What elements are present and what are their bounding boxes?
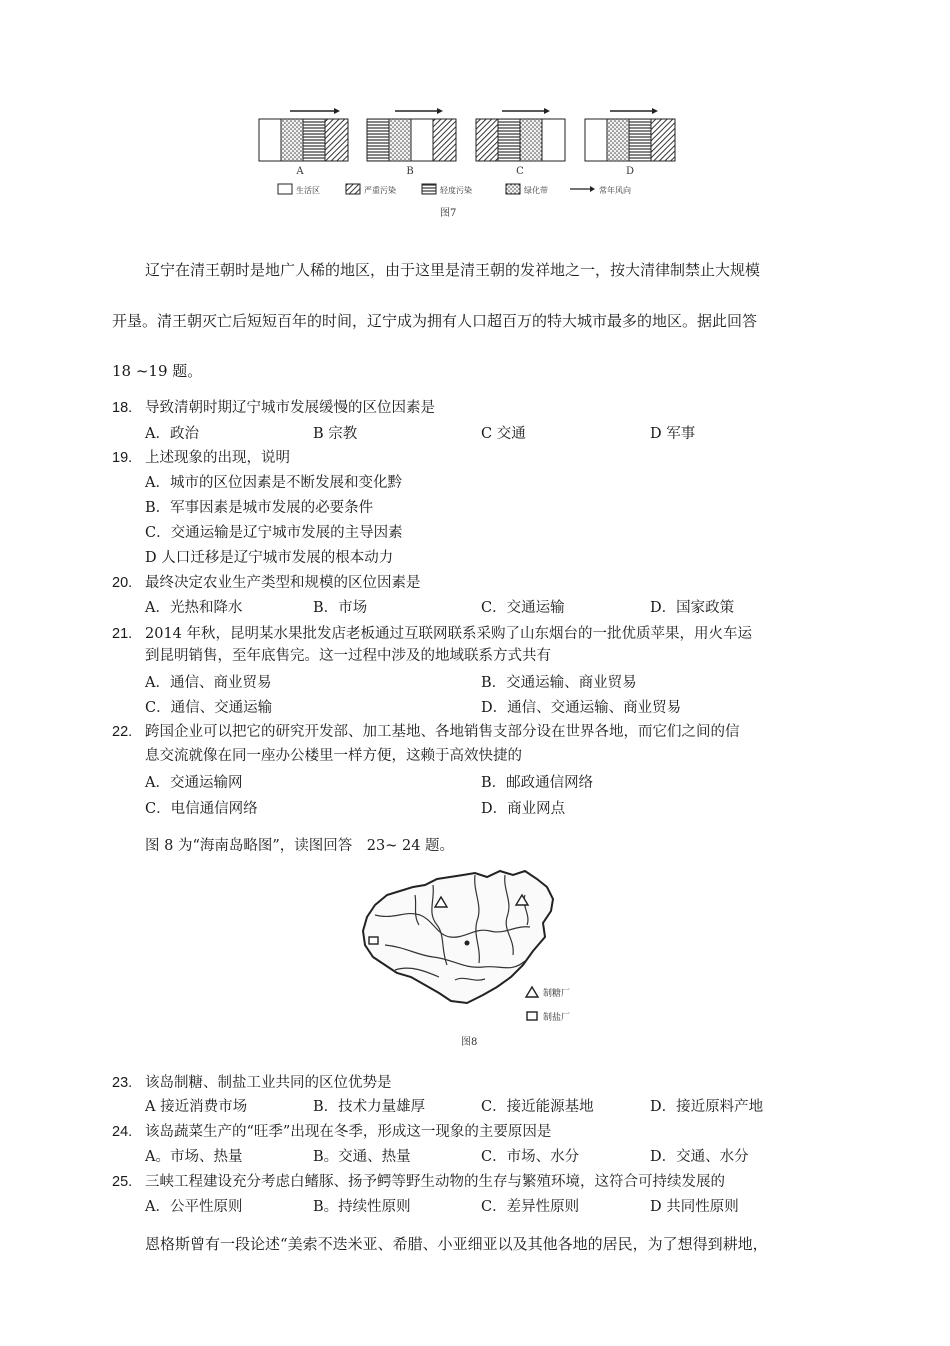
option-24a: A。市场、热量: [145, 1149, 243, 1165]
option-25c: C．差异性原则: [481, 1199, 580, 1215]
question-23: [112, 1071, 392, 1092]
panel-label-c: C: [516, 166, 524, 177]
legend-light-pollution: 轻度污染: [440, 186, 472, 195]
option-19d: D 人口迁移是辽宁城市发展的根本动力: [145, 550, 394, 566]
question-stem: 该岛制糖、制盐工业共同的区位优势是: [145, 1075, 392, 1091]
option-24b: B。交通、热量: [313, 1149, 411, 1165]
question-number: 23.: [112, 1075, 133, 1091]
option-21d: D．通信、交通运输、商业贸易: [481, 700, 682, 716]
option-23c: C．接近能源基地: [481, 1099, 594, 1115]
panel-d: [585, 108, 675, 161]
option-18d: D 军事: [650, 426, 696, 442]
question-stem: 三峡工程建设充分考虑白鳍豚、扬予鳄等野生动物的生存与繁殖环境，这符合可持续发展的: [145, 1174, 725, 1190]
passage2: 图 8 为“海南岛略图”，读图回答 23~ 24 题。: [145, 838, 455, 854]
option-21c: C．通信、交通运输: [145, 700, 273, 716]
legend-green-belt: 绿化带: [524, 186, 548, 195]
question-stem: 2014 年秋，昆明某水果批发店老板通过互联网联系采购了山东烟台的一批优质苹果，用火车运: [145, 626, 753, 642]
option-24c: C．市场、水分: [481, 1149, 580, 1165]
salt-factory-icon: [369, 937, 378, 944]
passage1-line3: 18 ~19 题。: [112, 362, 203, 380]
panel-label-d: D: [625, 166, 635, 177]
option-19c: C．交通运输是辽宁城市发展的主导因素: [145, 525, 403, 541]
question-number: 21.: [112, 626, 133, 642]
question-number: 22.: [112, 724, 133, 740]
option-20b: B．市场: [313, 600, 368, 616]
option-23b: B．技术力量雄厚: [313, 1099, 426, 1115]
option-25b: B。持续性原则: [313, 1199, 411, 1215]
question-number: 24.: [112, 1124, 133, 1140]
legend-sugar-icon: [526, 987, 538, 997]
figure-8-hainan-map: [355, 865, 595, 1050]
question-21-stem-cont: 到昆明销售，至年底售完。这一过程中涉及的地域联系方式共有: [145, 648, 551, 664]
option-22b: B．邮政通信网络: [481, 775, 594, 791]
panel-a: [259, 108, 348, 161]
passage1-line2: 开垦。清王朝灭亡后短短百年的时间，辽宁成为拥有人口超百万的特大城市最多的地区。据此回答: [112, 312, 758, 330]
option-18c: C 交通: [481, 426, 526, 442]
question-19: [112, 446, 290, 467]
option-18a: A．政治: [145, 426, 199, 442]
option-23d: D．接近原料产地: [650, 1099, 764, 1115]
question-stem: 该岛蔬菜生产的“旺季”出现在冬季，形成这一现象的主要原因是: [145, 1124, 552, 1140]
panel-label-b: B: [406, 166, 414, 177]
question-number: 18.: [112, 400, 133, 416]
option-25d: D 共同性原则: [650, 1199, 739, 1215]
figure8-caption: 图8: [461, 1037, 478, 1048]
legend-living-area: 生活区: [296, 186, 320, 195]
question-22: [112, 720, 740, 741]
option-20d: D．国家政策: [650, 600, 735, 616]
question-stem: 最终决定农业生产类型和规模的区位因素是: [145, 575, 421, 591]
city-dot: [465, 941, 470, 946]
question-stem: 上述现象的出现，说明: [145, 450, 290, 466]
question-22-stem-cont: 息交流就像在同一座办公楼里一样方便，这赖于高效快捷的: [145, 748, 522, 764]
option-19b: B．军事因素是城市发展的必要条件: [145, 500, 374, 516]
option-22a: A．交通运输网: [145, 775, 243, 791]
figure7-legend: [278, 184, 631, 195]
option-19a: A．城市的区位因素是不断发展和变化黔: [145, 475, 402, 491]
option-20c: C．交通运输: [481, 600, 565, 616]
panel-c: [476, 108, 565, 161]
figure-7: [250, 100, 690, 225]
legend-severe-pollution: 严重污染: [364, 186, 396, 195]
question-18: [112, 396, 435, 417]
question-stem: 跨国企业可以把它的研究开发部、加工基地、各地销售支部分设在世界各地，而它们之间的信: [145, 724, 740, 740]
question-20: [112, 571, 421, 592]
option-22d: D．商业网点: [481, 801, 566, 817]
legend-salt-icon: [527, 1012, 537, 1020]
legend-sugar-label: 制糖厂: [543, 989, 571, 999]
passage1-line1: 辽宁在清王朝时是地广人稀的地区，由于这里是清王朝的发祥地之一，按大清律制禁止大规模: [145, 261, 761, 279]
figure7-caption: 图7: [440, 208, 457, 219]
option-21a: A．通信、商业贸易: [145, 675, 272, 691]
question-number: 20.: [112, 575, 133, 591]
question-25: [112, 1170, 725, 1191]
legend-salt-label: 制盐厂: [543, 1013, 571, 1023]
question-24: [112, 1120, 551, 1141]
question-number: 25.: [112, 1174, 133, 1190]
option-25a: A．公平性原则: [145, 1199, 243, 1215]
panel-label-a: A: [296, 166, 304, 177]
option-18b: B 宗教: [313, 426, 358, 442]
option-23a: A 接近消费市场: [145, 1099, 248, 1115]
option-21b: B．交通运输、商业贸易: [481, 675, 637, 691]
question-21: [112, 622, 752, 643]
legend-wind-direction: 常年风向: [599, 186, 631, 195]
panel-b: [367, 108, 456, 161]
option-20a: A．光热和降水: [145, 600, 243, 616]
option-22c: C．电信通信网络: [145, 801, 258, 817]
option-24d: D．交通、水分: [650, 1149, 749, 1165]
question-stem: 导致清朝时期辽宁城市发展缓慢的区位因素是: [145, 400, 435, 416]
question-number: 19.: [112, 450, 133, 466]
passage3: 恩格斯曾有一段论述“美索不迭米亚、希腊、小亚细亚以及其他各地的居民，为了想得到耕地，: [145, 1235, 768, 1253]
